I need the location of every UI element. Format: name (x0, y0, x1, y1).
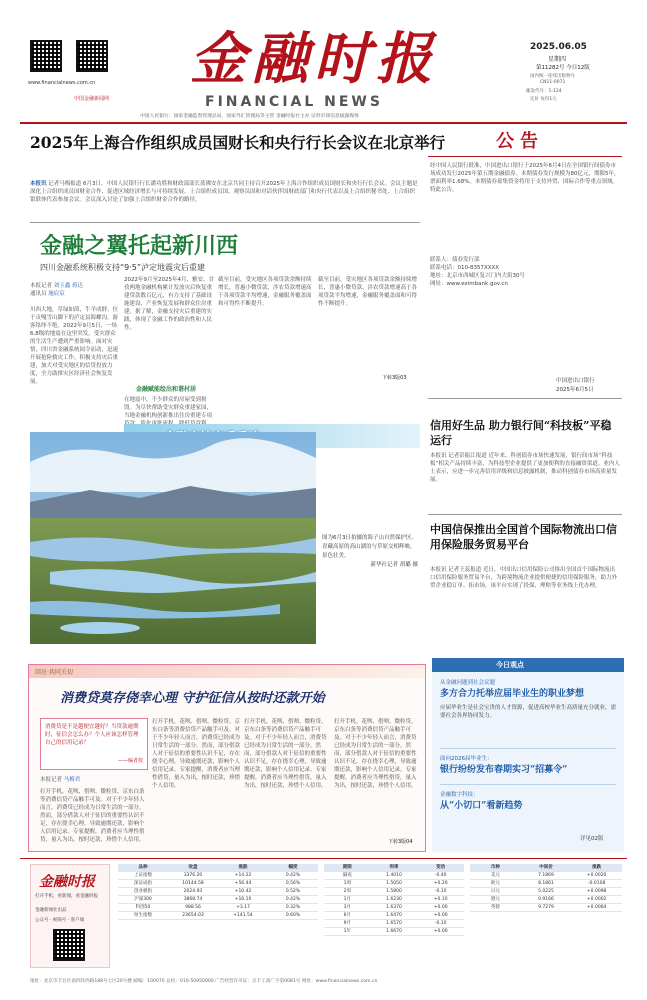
ad-line-3: 公众号 · 视频号 · 客户端 (35, 918, 85, 923)
cell: 1.5800 (386, 889, 402, 894)
masthead-sponsor-line: 中国人民银行、国家金融监督管理总局、国家外汇管理局等主管 金融时报社主办 证券市场信息披露媒体 (140, 114, 359, 119)
cell: 1.6670 (386, 929, 402, 934)
opinion-headline[interactable]: 消费贷莫存侥幸心理 守护征信从按时还款开始 (60, 691, 325, 706)
table-row (118, 872, 318, 880)
feature-col-2-subhead: 金融赋能绘出和谐村居 (136, 386, 197, 393)
masthead-cn-number: CN11-0071 (540, 80, 566, 85)
notice-contacts: 联系人：债券发行部 联系电话：010-8357XXXX 地址：北京市西城区复兴门内大街30号 网址：www.eximbank.gov.cn (430, 257, 525, 287)
side2-headline[interactable]: 中国信保推出全国首个国际物流出口信用保险服务贸易平台 (430, 523, 617, 551)
cell: 3376.20 (183, 873, 203, 878)
reporters: 刘玉鑫 蒋达 (53, 283, 84, 289)
today-item-3-tag: 金融数字科技： (440, 792, 479, 798)
opinion-col-2: 打开手机，花呗、借呗、微粒贷、京东白条等消费信贷产品触手可及。对于不少年轻人而言，消费贷已经成为日常生活的一部分。然而，部分借款人对于征信的重要性认识不足，存在侥幸心理，导致逾期还款，影响个人信用记录。专家提醒，消费者应当理性借贷，量入为出，按时还款，珍惜个人信用。 (152, 719, 240, 789)
cell: +0.20 (433, 881, 448, 886)
cell: 美元 (490, 873, 500, 878)
cell: +0.0064 (586, 905, 607, 910)
cell: 10144.58 (182, 881, 204, 886)
feature-photo (30, 432, 316, 644)
cell: 上证指数 (134, 873, 152, 878)
today-more[interactable]: 详见02版 (580, 836, 604, 842)
cell: 深证成指 (134, 881, 152, 886)
notice-rule (428, 156, 622, 157)
rates-header-row (324, 864, 464, 872)
bottom-divider (20, 858, 627, 859)
feature-col-1: 川西大地，草绿如茵，牛羊成群。位于贡嘎雪山脚下的泸定县海螺沟，游客络绎不绝。2022年9月5日，一场6.8级的地震在这里突发，受灾群众的生活生产遭到严重影响。面对灾情，四川省金融系统闻令而动，迅速开展抢险救灾工作，积极支持灾后重建，加大对受灾地区的信贷投放力度，全力助推灾区经济社会恢复发展。 (30, 307, 119, 385)
cell: 1.6570 (386, 921, 402, 926)
cell: 0.9166 (538, 897, 554, 902)
table-row (118, 880, 318, 888)
opinion-section-bar (29, 665, 425, 678)
cell: 6月 (343, 913, 352, 918)
opinion-byline-name: 马梅君 (63, 777, 81, 783)
cell: 3月 (343, 905, 352, 910)
table-row (470, 896, 622, 904)
opinion-pull-quote: 消费贷是不是越便宜越好？当贷款逾期时，征信会怎么办？个人应该怎样管理自己的信用记录？ (45, 724, 139, 746)
fx-header-row (470, 864, 622, 872)
footer-line: 地址：北京市丰台区南四环西路188号七区20号楼 邮编：100070 总机：010-50950000 广告经营许可证：京丰工商广字第0081号 网址：www.financialnews.com.cn (30, 979, 378, 984)
today-item-1-tag: 从金融问题到社会议题 (440, 680, 496, 686)
table-row (470, 880, 622, 888)
opinion-jump[interactable]: 下转3版04 (388, 839, 413, 845)
today-rule-1 (440, 748, 616, 749)
table-row (470, 904, 622, 912)
cell: +0.00 (433, 913, 448, 918)
table-row (324, 872, 464, 880)
table-row (324, 904, 464, 912)
cell: 1.4010 (386, 873, 402, 878)
cell: 23654.03 (182, 913, 204, 918)
cell: 港元 (490, 897, 500, 902)
opinion-col-3: 打开手机，花呗、借呗、微粒贷、京东白条等消费信贷产品触手可及。对于不少年轻人而言，消费贷已经成为日常生活的一部分。然而，部分借款人对于征信的重要性认识不足，存在侥幸心理，导致逾期还款，影响个人信用记录。专家提醒，消费者应当理性借贷，量入为出，按时还款，珍惜个人信用。 (244, 719, 327, 789)
side1-body: 本报讯 记者彭振江报道 近年来，科创债券市场快速发展，银行间市场“科技板”相关产品持续丰富，为科技型企业提供了更加便利的直接融资渠道。业内人士表示，应进一步完善信用评级和信息披露机制，推动科创债券市场高质量发展。 (430, 453, 620, 483)
table-row (324, 928, 464, 936)
cell: +0.00 (433, 929, 448, 934)
cell: -0.0108 (587, 881, 606, 886)
masthead-cn-label: 国内统一连续出版物号 (530, 74, 575, 79)
fx-header: 中间价 (539, 865, 553, 870)
masthead-divider (20, 122, 627, 124)
table-row (470, 888, 622, 896)
masthead-title: 金融时报 (190, 26, 438, 92)
market-table (118, 864, 318, 920)
feature-headline[interactable]: 金融之翼托起新川西 (40, 233, 239, 259)
cell: +3.17 (236, 905, 250, 910)
ad-line-1: 打开手机，看新闻，看金融时报 (35, 894, 98, 899)
cell: 0.42% (285, 897, 301, 902)
rates-table (324, 864, 464, 936)
cell: 英镑 (490, 905, 500, 910)
cell: 7.1869 (538, 873, 554, 878)
market-header: 幅度 (288, 865, 298, 870)
cell: 隔夜 (342, 873, 352, 878)
feature-byline (30, 282, 120, 302)
cell: +0.00 (433, 905, 448, 910)
notice-date: 2025年6月5日 (556, 387, 594, 393)
cell: +14.22 (234, 873, 252, 878)
today-title: 今日观点 (496, 661, 524, 669)
side1-headline[interactable]: 信用好生品 助力银行间“科技板”平稳运行 (430, 419, 612, 447)
cell: 9.7279 (538, 905, 554, 910)
today-item-2-tag: 面向2026届毕业生： (440, 756, 493, 762)
today-item-1-blurb: 应届毕业生是社会宝贵的人才资源，促进高校毕业生高质量充分就业，需要社会各界协同发力。 (440, 705, 617, 719)
cell: -0.10 (434, 889, 447, 894)
cell: 1.6230 (386, 897, 402, 902)
lead-divider (30, 222, 420, 223)
ad-qr-code (53, 929, 85, 961)
cell: +0.0020 (586, 873, 607, 878)
cell: 5.0225 (538, 889, 554, 894)
photo-caption (322, 534, 418, 630)
table-row (324, 912, 464, 920)
feature-col-4: 截至目前，受灾地区各项贷款余额持续增长，普惠小微贷款、涉农贷款增速高于各项贷款平均增速，金融服务覆盖面和可得性不断提升。 (218, 277, 312, 307)
table-row (118, 912, 318, 920)
ad-line-2: 金融新闻社出品 (35, 908, 67, 913)
intern: 施宸宸 (48, 291, 65, 297)
landscape-image (30, 432, 316, 644)
table-row (470, 872, 622, 880)
feature-col-2: 2022年9月至2025年4月，雅安、甘孜两地金融机构累计发放灾后恢复重建贷款数百亿元，有力支持了基础设施建设、产业恢复发展和群众住房重建。据了解，金融支持灾后重建的实践，体现了金融工作的政治性和人民性。 (124, 277, 214, 331)
table-row (324, 880, 464, 888)
feature-col-5: 截至目前，受灾地区各项贷款余额持续增长，普惠小微贷款、涉农贷款增速高于各项贷款平均增速，金融服务覆盖面和可得性不断提升。 (318, 277, 418, 307)
masthead-date: 2025.06.05 (530, 42, 587, 52)
cell: 1周 (343, 881, 352, 886)
masthead-issue: 第11282号 今日12版 (536, 65, 590, 71)
market-header-row (118, 864, 318, 872)
cell: -0.10 (434, 921, 447, 926)
masthead-price: 定价 每份1元 (530, 97, 557, 102)
lead-body (30, 180, 418, 214)
lead-byline: 本报讯 (30, 181, 47, 187)
cell: 1.5050 (386, 881, 402, 886)
fx-table (470, 864, 622, 912)
notice-bottom-rule (428, 398, 622, 399)
opinion-col-4: 打开手机，花呗、借呗、微粒贷、京东白条等消费信贷产品触手可及。对于不少年轻人而言，消费贷已经成为日常生活的一部分。然而，部分借款人对于征信的重要性认识不足，存在侥幸心理，导致逾期还款，影响个人信用记录。专家提醒，消费者应当理性借贷，量入为出，按时还款，珍惜个人信用。 (334, 719, 417, 789)
cell: +10.42 (234, 889, 252, 894)
rates-header: 利率 (389, 865, 399, 870)
cell: 科创50 (135, 905, 151, 910)
cell: 1月 (343, 897, 352, 902)
photo-credit: 新华社记者 胡璐 摄 (370, 562, 418, 568)
ad-block (30, 864, 110, 968)
fx-header: 涨跌 (592, 865, 602, 870)
cell: -0.40 (434, 873, 447, 878)
notice-title: 公告 (496, 131, 544, 152)
masthead-weekday: 星期四 (548, 56, 567, 63)
cell: +16.10 (234, 897, 252, 902)
cell: +0.10 (433, 897, 448, 902)
cell: 日元 (490, 889, 500, 894)
market-header: 收盘 (188, 865, 198, 870)
photo-caption-text: 图为6月3日拍摄的海子山自然保护区。青藏高原的高山湖泊与草原交相辉映，景色壮美。 (322, 535, 417, 559)
today-title-bar (432, 658, 624, 672)
lead-body-text: 记者马梅报道 6月3日，中国人民银行行长潘功胜和财政部部长蓝佛安在北京共同主持召开2025年上海合作组织成员国财长和央行行长会议。会议主题是深化上合组织成员国财金合作，促进区域经济增长与可持续发展。上合组织成员国、观察员国和对话伙伴国财政部门和央行代表以及上合组织秘书处、上合组织银联体代表参加会议。会议深入讨论了加强上合组织财金合作的路径。 (30, 181, 418, 203)
cell: 欧元 (490, 881, 500, 886)
cell: 恒生指数 (134, 913, 152, 918)
cell: 创业板指 (134, 889, 152, 894)
masthead-subtitle: FINANCIAL NEWS (205, 94, 383, 110)
opinion-pull-credit: ——编者按 (117, 758, 143, 764)
feature-col-3: 在地震中，不少群众的房屋受到损毁。为尽快帮助受灾群众重建家园，当地金融机构创新推出住房重建专项 (124, 397, 213, 419)
side2-body: 本报讯 记者王蕊报道 近日，中国出口信用保险公司推出全国首个国际物流出口信用保险服务贸易平台，为跨境物流企业提供便捷的信用保险服务，助力外贸企业稳订单、拓市场。该平台实现了投保、理赔等业务线上化办理。 (430, 567, 618, 589)
market-header: 涨跌 (238, 865, 248, 870)
opinion-byline-label: 本报记者 (40, 777, 63, 783)
side1-rule (428, 514, 622, 515)
table-row (118, 904, 318, 912)
cell: +141.54 (233, 913, 253, 918)
cell: 2024.93 (183, 889, 203, 894)
opinion-pull-quote-box (40, 718, 148, 770)
cell: 0.42% (285, 873, 301, 878)
masthead-code: 邮发代号：1-124 (526, 89, 562, 94)
feature-subhead: 四川金融系统积极支持“9·5”泸定地震灾后重建 (40, 263, 206, 272)
notice-signature: 中国进出口银行 (556, 378, 595, 384)
cell: 3868.74 (183, 897, 203, 902)
ad-logo: 金融时报 (39, 874, 95, 890)
cell: 2周 (343, 889, 352, 894)
cell: +56.44 (234, 881, 252, 886)
cell: 8.1861 (538, 881, 554, 886)
market-header: 品种 (138, 865, 148, 870)
table-row (118, 888, 318, 896)
intern-label: 通讯员 (30, 291, 47, 297)
notice-body: 经中国人民银行批准，中国进出口银行于2025年6月4日在全国银行间债券市场成功发行2025年第五期金融债券。本期债券发行规模为80亿元，期限5年，票面利率1.68%。本期债券募集资金将用于支持外贸、国际合作等重点领域。特此公告。 (430, 163, 620, 193)
opinion-section: 回应·共同关切 (35, 669, 73, 676)
cell: +0.0098 (586, 889, 607, 894)
today-item-2-headline[interactable]: 银行纷纷发布春期实习“招募令” (440, 765, 568, 775)
table-row (324, 888, 464, 896)
masthead-app-label: 中国金融新闻网 (74, 96, 110, 102)
cell: 988.56 (185, 905, 201, 910)
opinion-byline (40, 776, 148, 784)
cell: 1年 (343, 929, 352, 934)
masthead-website[interactable]: www.financialnews.com.cn (28, 80, 96, 86)
cell: 0.52% (285, 889, 301, 894)
table-row (118, 896, 318, 904)
today-rule-2 (440, 784, 616, 785)
reporters-label: 本报记者 (30, 283, 53, 289)
rates-header: 期限 (342, 865, 352, 870)
today-item-1-headline[interactable]: 多方合力托举应届毕业生的职业梦想 (440, 689, 585, 699)
cell: 0.56% (285, 881, 301, 886)
today-item-3-headline[interactable]: 从“小切口”看新趋势 (440, 801, 523, 811)
table-row (324, 920, 464, 928)
table-row (324, 896, 464, 904)
cell: 沪深300 (134, 897, 152, 902)
opinion-col-1: 打开手机，花呗、借呗、微粒贷、京东白条等消费信贷产品触手可及。对于不少年轻人而言，消费贷已经成为日常生活的一部分。然而，部分借款人对于征信的重要性认识不足，存在侥幸心理，导致逾期还款，影响个人信用记录。专家提醒，消费者应当理性借贷，量入为出，按时还款，珍惜个人信用。 (40, 789, 145, 843)
cell: 1.6470 (386, 913, 402, 918)
cell: 1.6370 (386, 905, 402, 910)
fx-header: 币种 (490, 865, 500, 870)
lead-headline[interactable]: 2025年上海合作组织成员国财长和央行行长会议在北京举行 (30, 133, 446, 152)
cell: 9月 (343, 921, 352, 926)
cell: 0.60% (285, 913, 301, 918)
rates-header: 变动 (436, 865, 446, 870)
cell: +0.0002 (586, 897, 607, 902)
feature-jump[interactable]: 下转3版03 (382, 375, 407, 381)
cell: 0.32% (285, 905, 301, 910)
